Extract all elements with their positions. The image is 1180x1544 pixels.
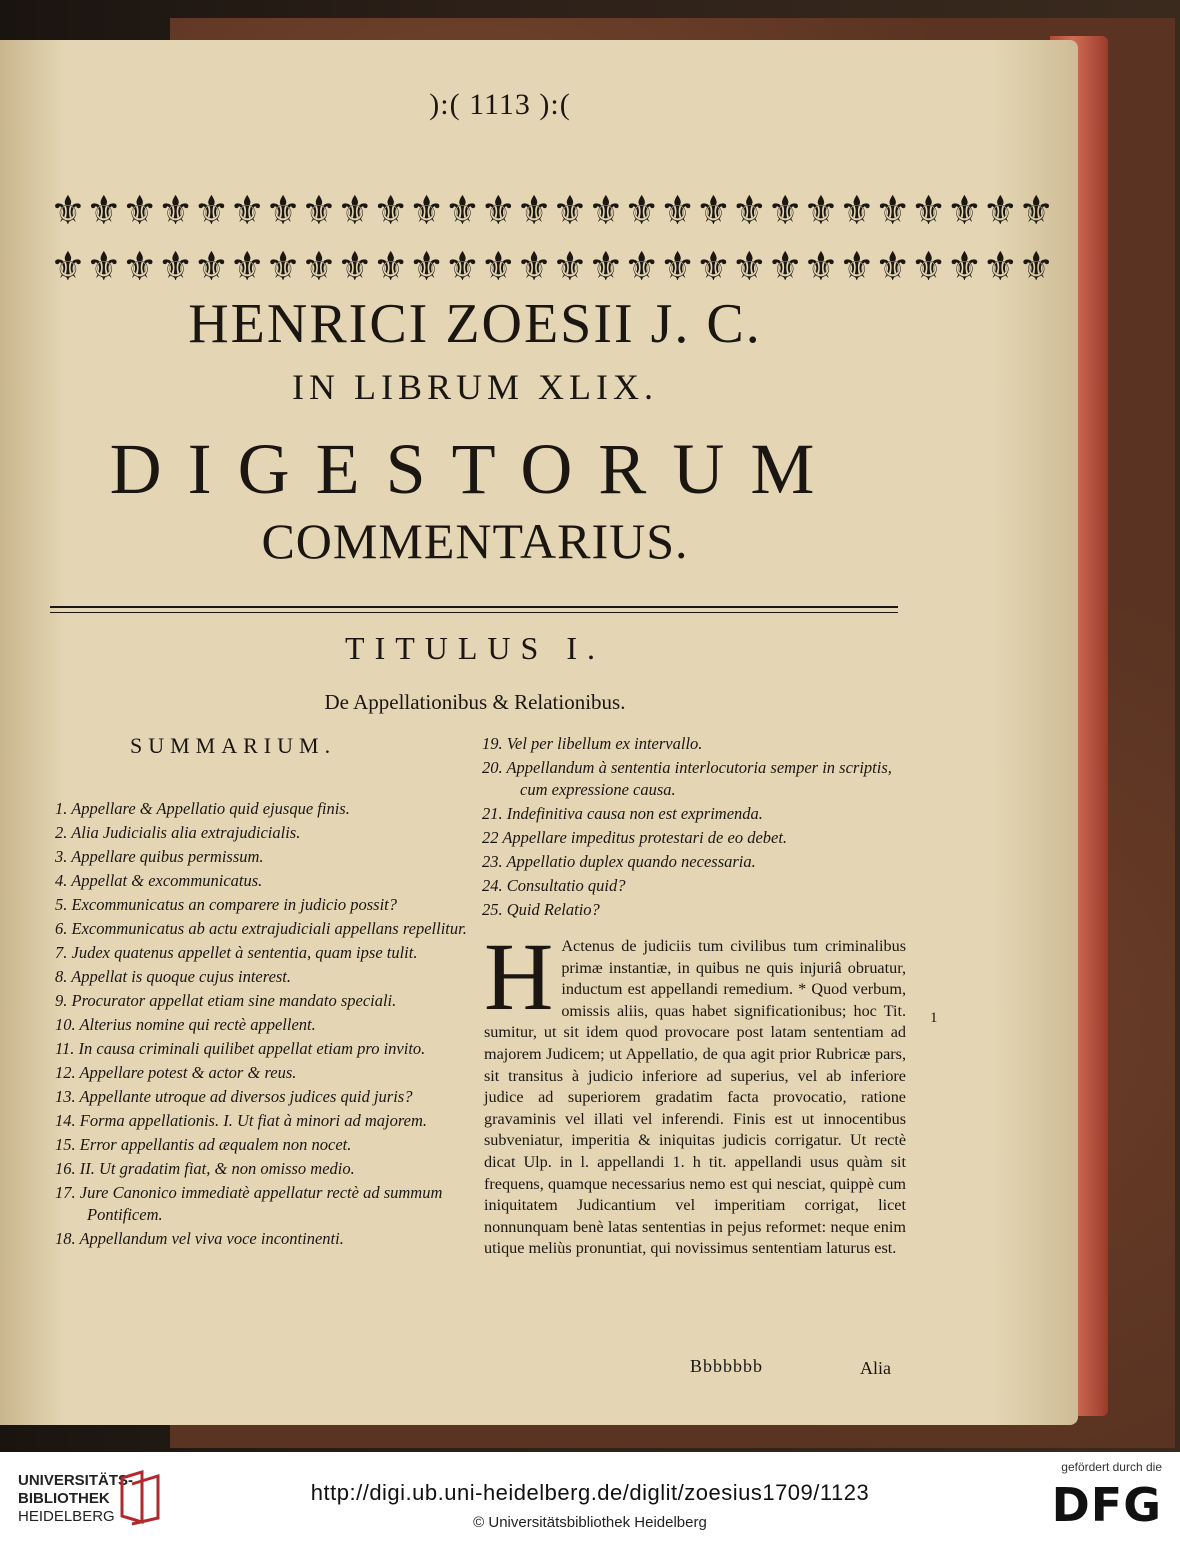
fleuron-icon: ⚜ (874, 244, 911, 290)
fleuron-icon: ⚜ (731, 244, 768, 290)
fleuron-icon: ⚜ (50, 188, 86, 234)
permalink-url[interactable]: http://digi.ub.uni-heidelberg.de/diglit/zoesius1709/1123 (310, 1480, 870, 1505)
list-item: 11. In causa criminali quilibet appellat etiam pro invito. (55, 1039, 426, 1058)
list-item: 18. Appellandum vel viva voce incontinenti. (55, 1229, 344, 1248)
author-heading: HENRICI ZOESII J. C. (188, 293, 762, 355)
summary-list-left (55, 798, 475, 1252)
fleuron-icon: ⚜ (767, 244, 804, 290)
summary-list-right (482, 733, 907, 923)
list-item: 19. Vel per libellum ex intervallo. (482, 734, 703, 753)
fleuron-icon: ⚜ (695, 244, 732, 290)
fleuron-icon: ⚜ (587, 188, 624, 234)
fleuron-icon: ⚜ (301, 244, 337, 290)
fleuron-icon: ⚜ (85, 188, 122, 234)
book-heading: IN LIBRUM XLIX. (292, 367, 658, 407)
margin-number: 1 (930, 1010, 938, 1026)
list-item: 22 Appellare impeditus protestari de eo debet. (482, 828, 788, 847)
fleuron-icon: ⚜ (982, 188, 1019, 234)
fleuron-icon: ⚜ (157, 188, 194, 234)
fleuron-icon: ⚜ (193, 188, 230, 234)
fleuron-icon: ⚜ (336, 188, 373, 234)
fleuron-icon: ⚜ (552, 188, 588, 234)
list-item: 7. Judex quatenus appellet à sententia, quam ipse tulit. (55, 943, 418, 962)
fleuron-icon: ⚜ (480, 244, 517, 290)
body-text (484, 923, 906, 1260)
list-item: 14. Forma appellationis. I. Ut fiat à minori ad majorem. (55, 1111, 428, 1130)
fleuron-icon: ⚜ (552, 244, 588, 290)
fleuron-icon: ⚜ (910, 188, 947, 234)
fleuron-icon: ⚜ (301, 188, 337, 234)
fleuron-icon: ⚜ (623, 188, 660, 234)
fleuron-icon: ⚜ (408, 244, 445, 290)
fleuron-icon: ⚜ (623, 244, 660, 290)
list-item: 24. Consultatio quid? (482, 876, 626, 895)
ornament-row-2 (50, 238, 1055, 296)
fleuron-icon: ⚜ (659, 188, 696, 234)
page-number: ):( 1113 ):( (429, 88, 571, 121)
body-paragraph: Actenus de judiciis tum civilibus tum criminalibus primæ instantiæ, in quibus ne quis injuriâ obruatur, inductum est appellandi remedium. * Quod verbum, omissis aliis, quas habet significationibus; hoc Tit. sumitur, ut sit idem quod provocare post latam sententiam ad majorem Judicem; ut Appellatio, de qua agit prior Rubricæ pars, sit transitus à judicio inferiore ad superius, vel ab inferiore judice ad superiorem gradatim facta provocatio, ratione gravaminis vel illati vel inferendi. Finis est ut innocentibus subveniatur, imperitia & iniquitas judicis corrigatur. Ut rectè dicat Ulp. in l. appellandi 1. h tit. appellandi usus quàm sit frequens, quamque necessarius nemo est qui nesciat, quippè cum iniquitatem Judicantium vel imperitiam corrigat, licet nonnunquam benè latas sententias in pejus reformet: neque enim utique meliùs pronuntiat, qui novissimus sententiam laturus est. (484, 937, 906, 1258)
fleuron-icon: ⚜ (121, 188, 158, 234)
list-item: 8. Appellat is quoque cujus interest. (55, 967, 292, 986)
fleuron-icon: ⚜ (659, 244, 696, 290)
list-item: 13. Appellante utroque ad diversos judices quid juris? (55, 1087, 413, 1106)
book-page (0, 40, 1078, 1425)
list-item: 6. Excommunicatus ab actu extrajudiciali appellans repellitur. (55, 919, 467, 938)
drop-cap: H (484, 923, 554, 1030)
fleuron-icon: ⚜ (50, 244, 86, 290)
fleuron-icon: ⚜ (731, 188, 768, 234)
fleuron-icon: ⚜ (838, 188, 875, 234)
dfg-logo: DFG (1051, 1478, 1162, 1532)
fleuron-icon: ⚜ (121, 244, 158, 290)
list-item: 20. Appellandum à sententia interlocutoria semper in scriptis, cum expressione causa. (482, 758, 892, 799)
signature-mark: Bbbbbbb (690, 1356, 764, 1376)
fleuron-icon: ⚜ (874, 188, 911, 234)
list-item: 2. Alia Judicialis alia extrajudicialis. (55, 823, 301, 842)
list-item: 23. Appellatio duplex quando necessaria. (482, 852, 756, 871)
digestorum-heading: DIGESTORUM (109, 429, 841, 509)
commentarius-heading: COMMENTARIUS. (261, 513, 689, 569)
fleuron-icon: ⚜ (695, 188, 732, 234)
copyright-notice: © Universitätsbibliothek Heidelberg (473, 1514, 707, 1531)
list-item: 1. Appellare & Appellatio quid ejusque finis. (55, 799, 350, 818)
fleuron-icon: ⚜ (444, 188, 481, 234)
fleuron-icon: ⚜ (229, 244, 266, 290)
fleuron-icon: ⚜ (336, 244, 373, 290)
fleuron-icon: ⚜ (265, 244, 302, 290)
fleuron-icon: ⚜ (229, 188, 266, 234)
list-item: 15. Error appellantis ad æqualem non nocet. (55, 1135, 352, 1154)
list-item: 4. Appellat & excommunicatus. (55, 871, 263, 890)
catchword: Alia (860, 1358, 891, 1378)
title-rule (50, 606, 898, 613)
list-item: 12. Appellare potest & actor & reus. (55, 1063, 297, 1082)
library-name-line: HEIDELBERG (18, 1508, 115, 1525)
fleuron-icon: ⚜ (444, 244, 481, 290)
fleuron-icon: ⚜ (838, 244, 875, 290)
fleuron-icon: ⚜ (803, 244, 839, 290)
fleuron-icon: ⚜ (1018, 244, 1055, 290)
fleuron-icon: ⚜ (516, 188, 553, 234)
library-name-line: UNIVERSITÄTS- (18, 1472, 134, 1489)
fleuron-icon: ⚜ (767, 188, 804, 234)
fleuron-icon: ⚜ (1018, 188, 1055, 234)
fleuron-icon: ⚜ (193, 244, 230, 290)
fleuron-icon: ⚜ (516, 244, 553, 290)
list-item: 25. Quid Relatio? (482, 900, 600, 919)
fleuron-icon: ⚜ (408, 188, 445, 234)
viewer-footer (0, 1452, 1180, 1544)
list-item: 9. Procurator appellat etiam sine mandato speciali. (55, 991, 397, 1010)
fleuron-icon: ⚜ (372, 188, 409, 234)
titulus-heading: TITULUS I. (345, 630, 605, 666)
fleuron-icon: ⚜ (587, 244, 624, 290)
list-item: 3. Appellare quibus permissum. (55, 847, 264, 866)
ornament-row-1 (50, 182, 1055, 240)
fleuron-icon: ⚜ (803, 188, 839, 234)
list-item: 16. II. Ut gradatim fiat, & non omisso medio. (55, 1159, 355, 1178)
funding-label: gefördert durch die (1061, 1460, 1162, 1474)
fleuron-icon: ⚜ (910, 244, 947, 290)
fleuron-icon: ⚜ (372, 244, 409, 290)
list-item: 17. Jure Canonico immediatè appellatur rectè ad summum Pontificem. (55, 1183, 443, 1224)
fleuron-icon: ⚜ (480, 188, 517, 234)
section-subtitle: De Appellationibus & Relationibus. (324, 690, 626, 714)
list-item: 5. Excommunicatus an comparere in judicio possit? (55, 895, 398, 914)
list-item: 10. Alterius nomine qui rectè appellent. (55, 1015, 316, 1034)
fleuron-icon: ⚜ (946, 188, 983, 234)
library-name-line: BIBLIOTHEK (18, 1490, 110, 1507)
fleuron-icon: ⚜ (157, 244, 194, 290)
fleuron-icon: ⚜ (982, 244, 1019, 290)
list-item: 21. Indefinitiva causa non est exprimenda. (482, 804, 763, 823)
summarium-heading: SUMMARIUM. (130, 733, 337, 758)
fleuron-icon: ⚜ (946, 244, 983, 290)
fleuron-icon: ⚜ (265, 188, 302, 234)
fleuron-icon: ⚜ (85, 244, 122, 290)
